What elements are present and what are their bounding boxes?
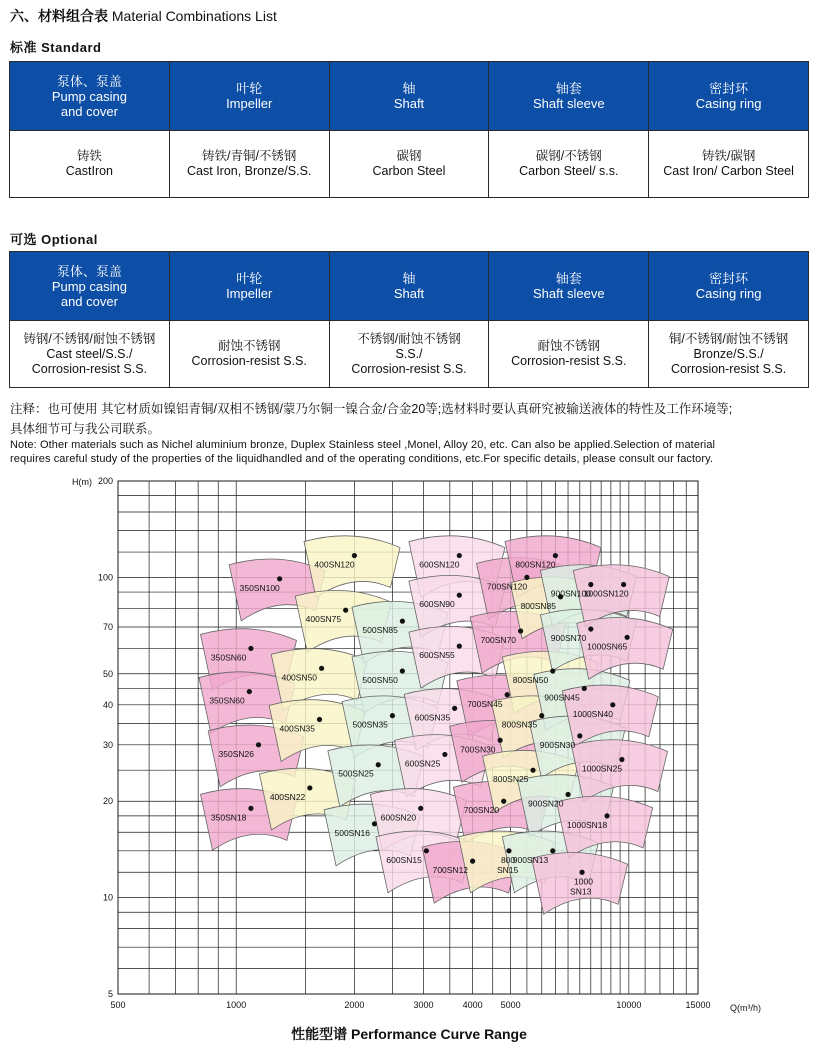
operating-point bbox=[625, 635, 630, 640]
y-tick-label: 40 bbox=[102, 699, 113, 710]
y-tick-label: 5 bbox=[107, 989, 113, 999]
model-label: 600SN90 bbox=[419, 599, 455, 610]
standard-value-cell: 铸铁/碳钢 Cast Iron/ Carbon Steel bbox=[649, 131, 809, 198]
model-label: 1000SN40 bbox=[572, 708, 613, 719]
optional-header-cell: 轴 Shaft bbox=[329, 252, 489, 321]
operating-point bbox=[457, 553, 462, 558]
model-label: 1000 SN13 bbox=[570, 876, 593, 897]
standard-header-row bbox=[10, 62, 809, 131]
note-chinese-line: 注释：也可使用 其它材质如镍铝青铜/双相不锈钢/蒙乃尔铜一镍合金/合金20等;选材料时要认真研究被输送液体的特性及工作环境等; bbox=[10, 402, 733, 416]
operating-point bbox=[498, 738, 503, 743]
operating-point bbox=[506, 848, 511, 853]
operating-point bbox=[390, 713, 395, 718]
y-tick-label: 200 bbox=[97, 476, 113, 486]
optional-header-cell: 泵体、泵盖 Pump casing and cover bbox=[10, 252, 170, 321]
model-label: 350SN18 bbox=[210, 812, 247, 823]
model-label: 350SN60 bbox=[210, 652, 247, 663]
section-heading-cn: 六、材料组合表 bbox=[10, 8, 108, 24]
model-label: 900SN13 bbox=[512, 854, 549, 865]
standard-header-cell: 轴套 Shaft sleeve bbox=[489, 62, 649, 131]
optional-value-cell: 铜/不锈钢/耐蚀不锈钢 Bronze/S.S./ Corrosion-resist S.S. bbox=[649, 321, 809, 388]
operating-point bbox=[418, 806, 423, 811]
operating-point bbox=[352, 553, 357, 558]
operating-point bbox=[565, 792, 570, 797]
model-label: 900SN30 bbox=[539, 739, 576, 750]
operating-point bbox=[550, 848, 555, 853]
performance-chart bbox=[0, 470, 818, 1022]
standard-title: 标准 Standard bbox=[10, 40, 102, 55]
model-label: 800SN120 bbox=[515, 559, 556, 570]
optional-header-row bbox=[10, 252, 809, 321]
operating-point bbox=[376, 762, 381, 767]
operating-point bbox=[539, 713, 544, 718]
note-english-line: requires careful study of the properties of the liquidhandled and of the operating conditions, etc.For specific details, please consult our factory. bbox=[10, 453, 714, 465]
optional-value-cell: 不锈钢/耐蚀不锈钢 S.S./ Corrosion-resist S.S. bbox=[329, 321, 489, 388]
model-label: 500SN25 bbox=[338, 768, 374, 779]
x-tick-label: 4000 bbox=[462, 1000, 483, 1010]
y-tick-label: 50 bbox=[102, 668, 113, 679]
model-label: 800SN85 bbox=[520, 600, 557, 611]
operating-point bbox=[248, 806, 253, 811]
operating-point bbox=[588, 582, 593, 587]
operating-point bbox=[452, 706, 457, 711]
model-label: 900SN70 bbox=[550, 632, 587, 643]
model-label: 600SN35 bbox=[414, 712, 451, 723]
x-tick-label: 3000 bbox=[413, 1000, 434, 1010]
standard-value-cell: 碳钢 Carbon Steel bbox=[329, 131, 489, 198]
model-label: 500SN16 bbox=[334, 827, 370, 838]
model-label: 400SN120 bbox=[314, 559, 355, 570]
operating-point bbox=[457, 644, 462, 649]
model-label: 500SN85 bbox=[362, 625, 398, 636]
y-axis-label: H(m) bbox=[72, 477, 92, 487]
optional-value-cell: 耐蚀不锈钢 Corrosion-resist S.S. bbox=[489, 321, 649, 388]
operating-point bbox=[588, 626, 593, 631]
optional-header-cell: 密封环 Casing ring bbox=[649, 252, 809, 321]
model-label: 500SN50 bbox=[362, 675, 398, 686]
model-label: 800 SN15 bbox=[496, 854, 519, 875]
standard-header-cell: 密封环 Casing ring bbox=[649, 62, 809, 131]
standard-table bbox=[9, 61, 809, 198]
note-chinese-line: 具体细节可与我公司联系。 bbox=[10, 422, 161, 436]
y-tick-label: 10 bbox=[102, 892, 113, 903]
model-label: 1000SN120 bbox=[583, 588, 629, 599]
operating-point bbox=[442, 752, 447, 757]
model-label: 700SN20 bbox=[463, 805, 500, 816]
model-label: 350SN60 bbox=[209, 695, 245, 706]
x-tick-label: 500 bbox=[110, 1000, 126, 1010]
model-label: 600SN25 bbox=[404, 758, 441, 769]
section-heading bbox=[10, 6, 277, 26]
model-label: 800SN35 bbox=[501, 719, 538, 730]
operating-point bbox=[343, 608, 348, 613]
model-label: 400SN75 bbox=[305, 614, 342, 625]
x-axis-label: Q(m³/h) bbox=[730, 1003, 761, 1013]
model-label: 700SN45 bbox=[467, 698, 503, 709]
operating-point bbox=[530, 768, 535, 773]
x-tick-label: 1000 bbox=[226, 1000, 247, 1010]
operating-point bbox=[457, 593, 462, 598]
model-label: 600SN15 bbox=[386, 854, 422, 865]
model-label: 700SN30 bbox=[460, 744, 496, 755]
operating-point bbox=[619, 757, 624, 762]
y-tick-label: 100 bbox=[97, 572, 113, 583]
model-label: 400SN35 bbox=[279, 723, 315, 734]
section-heading-en: Material Combinations List bbox=[108, 8, 277, 24]
model-label: 400SN22 bbox=[269, 791, 306, 802]
model-label: 1000SN25 bbox=[581, 763, 623, 774]
model-label: 800SN50 bbox=[512, 675, 549, 686]
optional-value-cell: 耐蚀不锈钢 Corrosion-resist S.S. bbox=[169, 321, 329, 388]
operating-point bbox=[621, 582, 626, 587]
operating-point bbox=[317, 717, 322, 722]
operating-point bbox=[247, 689, 252, 694]
model-label: 350SN100 bbox=[239, 582, 280, 593]
model-label: 900SN20 bbox=[528, 798, 564, 809]
operating-point bbox=[579, 870, 584, 875]
model-label: 600SN55 bbox=[419, 650, 455, 661]
x-tick-label: 5000 bbox=[500, 1000, 521, 1010]
model-label: 1000SN18 bbox=[567, 819, 608, 830]
model-label: 900SN45 bbox=[544, 692, 580, 703]
model-label: 700SN70 bbox=[480, 635, 517, 646]
operating-point bbox=[577, 733, 582, 738]
operating-point bbox=[582, 686, 587, 691]
standard-value-cell: 碳钢/不锈钢 Carbon Steel/ s.s. bbox=[489, 131, 649, 198]
operating-point bbox=[400, 619, 405, 624]
standard-value-cell: 铸铁/青铜/不锈钢 Cast Iron, Bronze/S.S. bbox=[169, 131, 329, 198]
model-label: 600SN120 bbox=[419, 559, 460, 570]
optional-value-cell: 铸钢/不锈钢/耐蚀不锈钢 Cast steel/S.S./ Corrosion-resist S.S. bbox=[10, 321, 170, 388]
model-label: 800SN25 bbox=[492, 774, 529, 785]
operating-point bbox=[505, 692, 510, 697]
operating-point bbox=[400, 668, 405, 673]
note-english-line: Note: Other materials such as Nichel aluminium bronze, Duplex Stainless steel ,Monel, Alloy 20, etc. Can also be applied.Selection of material bbox=[10, 439, 716, 451]
model-label: 700SN12 bbox=[432, 865, 469, 876]
operating-point bbox=[248, 646, 253, 651]
operating-point bbox=[307, 785, 312, 790]
model-label: 350SN26 bbox=[218, 748, 254, 759]
note-chinese bbox=[10, 399, 815, 439]
standard-header-cell: 泵体、泵盖 Pump casing and cover bbox=[10, 62, 170, 131]
x-tick-label: 2000 bbox=[344, 1000, 365, 1010]
chart-caption: 性能型谱 Performance Curve Range bbox=[291, 1026, 527, 1042]
model-label: 700SN120 bbox=[486, 581, 528, 592]
y-tick-label: 30 bbox=[102, 739, 113, 750]
optional-header-cell: 轴套 Shaft sleeve bbox=[489, 252, 649, 321]
standard-header-cell: 叶轮 Impeller bbox=[169, 62, 329, 131]
operating-point bbox=[424, 848, 429, 853]
operating-point bbox=[604, 813, 609, 818]
y-tick-label: 70 bbox=[102, 621, 113, 632]
optional-table bbox=[9, 251, 809, 388]
optional-value-row bbox=[10, 321, 809, 388]
standard-value-cell: 铸铁 CastIron bbox=[10, 131, 170, 198]
operating-point bbox=[518, 628, 523, 633]
operating-point bbox=[553, 553, 558, 558]
operating-point bbox=[277, 576, 282, 581]
model-label: 900SN100 bbox=[550, 588, 591, 599]
note-english bbox=[10, 438, 815, 466]
operating-point bbox=[524, 575, 529, 580]
model-label: 1000SN65 bbox=[587, 641, 628, 652]
operating-point bbox=[319, 666, 324, 671]
operating-point bbox=[470, 859, 475, 864]
standard-header-cell: 轴 Shaft bbox=[329, 62, 489, 131]
optional-title: 可选 Optional bbox=[10, 232, 98, 247]
model-label: 500SN35 bbox=[352, 719, 388, 730]
operating-point bbox=[501, 799, 506, 804]
x-tick-label: 10000 bbox=[616, 1000, 642, 1010]
standard-value-row bbox=[10, 131, 809, 198]
x-tick-label: 15000 bbox=[685, 1000, 711, 1010]
operating-point bbox=[610, 702, 615, 707]
operating-point bbox=[550, 668, 555, 673]
y-tick-label: 20 bbox=[102, 796, 113, 807]
model-label: 600SN20 bbox=[380, 812, 417, 823]
optional-header-cell: 叶轮 Impeller bbox=[169, 252, 329, 321]
operating-point bbox=[256, 742, 261, 747]
model-label: 400SN50 bbox=[281, 672, 318, 683]
operating-point bbox=[372, 821, 377, 826]
